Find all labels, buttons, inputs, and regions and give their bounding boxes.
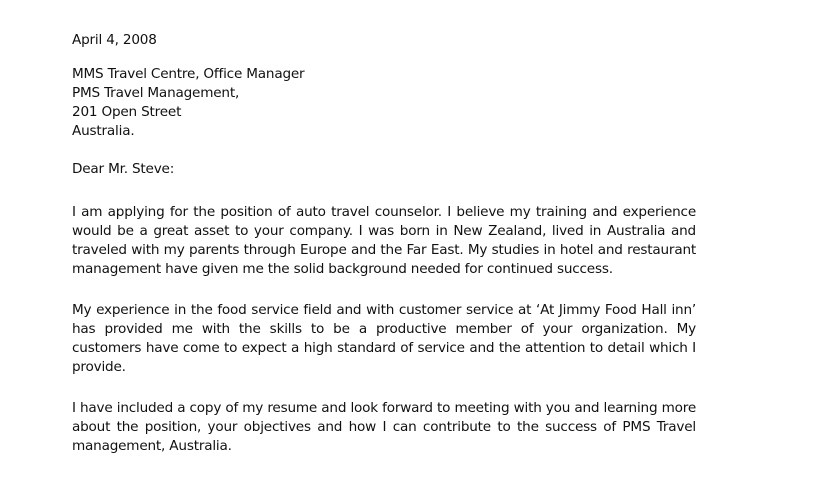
letter-date: April 4, 2008 xyxy=(72,32,157,48)
recipient-line: 201 Open Street xyxy=(72,104,182,120)
cover-letter xyxy=(72,31,696,478)
recipient-line: Australia. xyxy=(72,123,135,139)
recipient-address xyxy=(72,65,696,141)
recipient-line: PMS Travel Management, xyxy=(72,85,240,101)
salutation: Dear Mr. Steve: xyxy=(72,161,175,177)
body-paragraph: I am applying for the position of auto travel counselor. I believe my training and experience would be a great asset to your company. I was born in New Zealand, lived in Australia and traveled with my parents through Europe and the Far East. My studies in hotel and restaurant management have given me the solid background needed for continued success. xyxy=(72,204,696,277)
body-paragraph: I have included a copy of my resume and look forward to meeting with you and learning more about the position, your objectives and how I can contribute to the success of PMS Travel management, Australia. xyxy=(72,400,696,454)
body-paragraph: My experience in the food service field and with customer service at ‘At Jimmy Food Hall inn’ has provided me with the skills to be a productive member of your organization. My customers have come to expect a high standard of service and the attention to detail which I provide. xyxy=(72,302,696,375)
recipient-line: MMS Travel Centre, Office Manager xyxy=(72,66,305,82)
